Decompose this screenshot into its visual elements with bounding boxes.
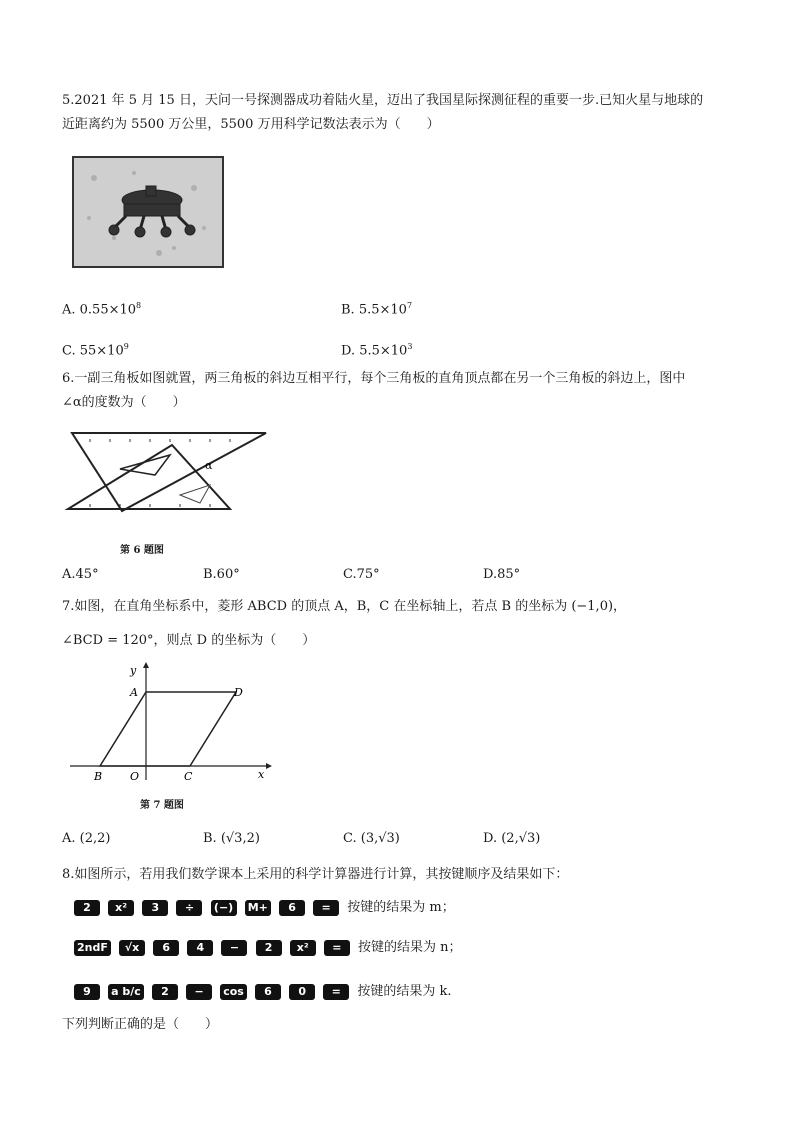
calc-key[interactable]: 9 [74,984,100,1000]
calc-key[interactable]: 2ndF [74,940,111,956]
calc-key[interactable]: ÷ [176,900,202,916]
q7-figure-caption: 第 7 题图 [140,800,184,811]
calc-key[interactable]: (−) [211,900,237,916]
q5-stem-line1: 5.2021 年 5 月 15 日，天问一号探测器成功着陆火星，迈出了我国星际探测征程的重要一步.已知火星与地球的 [62,93,704,108]
q5-option-b-exp: 7 [406,301,413,310]
row-1-result: 按键的结果为 m； [347,900,455,915]
calc-key[interactable]: = [323,984,349,1000]
calc-key[interactable]: 3 [142,900,168,916]
q5-option-d-base: D. 5.5×10 [341,343,408,359]
calc-key[interactable]: 2 [74,900,100,916]
q8-key-row-1 [74,898,455,918]
q8-key-row-2 [74,938,462,958]
q6-option-b[interactable]: B.60° [203,567,240,582]
q5-stem-line2: 近距离约为 5500 万公里，5500 万用科学记数法表示为（ ） [62,117,440,132]
point-d-label: D [234,686,243,699]
q5-option-c[interactable] [62,338,129,360]
calc-key[interactable]: a b/c [108,984,144,1000]
calc-key[interactable]: 4 [187,940,213,956]
q5-option-a-exp: 8 [136,301,142,310]
q6-option-a[interactable]: A.45° [62,567,99,582]
q5-option-d[interactable] [341,338,412,360]
calc-key[interactable]: 6 [255,984,281,1000]
q8-key-row-3 [74,982,452,1002]
calc-key[interactable]: x² [290,940,316,956]
q7-option-d[interactable]: D. (2,√3) [483,831,541,846]
x-axis-label: x [258,768,265,781]
q8-question: 下列判断正确的是（ ） [62,1017,219,1032]
q7-stem-line2: ∠BCD = 120°，则点 D 的坐标为（ ） [62,633,316,648]
calc-key[interactable]: √x [119,940,145,956]
calc-key[interactable]: = [324,940,350,956]
y-axis-label: y [130,664,137,677]
row-3-result: 按键的结果为 k. [357,984,452,999]
set-square-45 [68,445,230,509]
q5-option-c-exp: 9 [123,342,129,351]
q5-option-b[interactable] [341,297,412,319]
calc-key[interactable]: − [186,984,212,1000]
point-a-label: A [130,686,138,699]
calc-key[interactable]: 6 [279,900,305,916]
q6-triangles-figure [60,425,275,520]
calc-key[interactable]: M+ [245,900,271,916]
q6-stem-line2: ∠α的度数为（ ） [62,395,186,410]
calc-key[interactable]: − [221,940,247,956]
rover-image [74,158,222,266]
calc-key[interactable]: cos [220,984,247,1000]
calc-key[interactable]: 6 [153,940,179,956]
point-b-label: B [94,770,103,783]
q7-option-b[interactable]: B. (√3,2) [203,831,260,846]
alpha-label: α [205,459,213,472]
calc-key[interactable]: x² [108,900,134,916]
calc-key[interactable]: = [313,900,339,916]
rhombus-abcd [100,692,236,766]
q5-option-a-base: A. 0.55×10 [62,302,137,318]
q6-figure-caption: 第 6 题图 [120,545,164,556]
q5-option-c-base: C. 55×10 [62,343,124,359]
origin-label: O [130,770,140,783]
mars-rover-photo [72,156,224,268]
q8-stem-line1: 8.如图所示，若用我们数学课本上采用的科学计算器进行计算，其按键顺序及结果如下： [62,867,569,882]
set-square-30-60 [72,433,266,511]
q7-rhombus-figure [66,660,276,785]
q6-option-c[interactable]: C.75° [343,567,380,582]
q6-option-d[interactable]: D.85° [483,567,521,582]
q7-stem-line1: 7.如图，在直角坐标系中，菱形 ABCD 的顶点 A，B，C 在坐标轴上，若点 B 的坐标为 (−1,0)， [62,599,627,614]
q6-stem-line1: 6.一副三角板如图就置，两三角板的斜边互相平行，每个三角板的直角顶点都在另一个三角板的斜边上，图中 [62,371,686,386]
point-c-label: C [184,770,193,783]
calc-key[interactable]: 0 [289,984,315,1000]
row-2-result: 按键的结果为 n； [358,940,462,955]
q7-option-c[interactable]: C. (3,√3) [343,831,400,846]
q5-option-b-base: B. 5.5×10 [341,302,407,318]
q5-option-a[interactable] [62,297,141,319]
q5-option-d-exp: 3 [407,342,413,351]
calc-key[interactable]: 2 [256,940,282,956]
q7-option-a[interactable]: A. (2,2) [62,831,111,846]
calc-key[interactable]: 2 [152,984,178,1000]
